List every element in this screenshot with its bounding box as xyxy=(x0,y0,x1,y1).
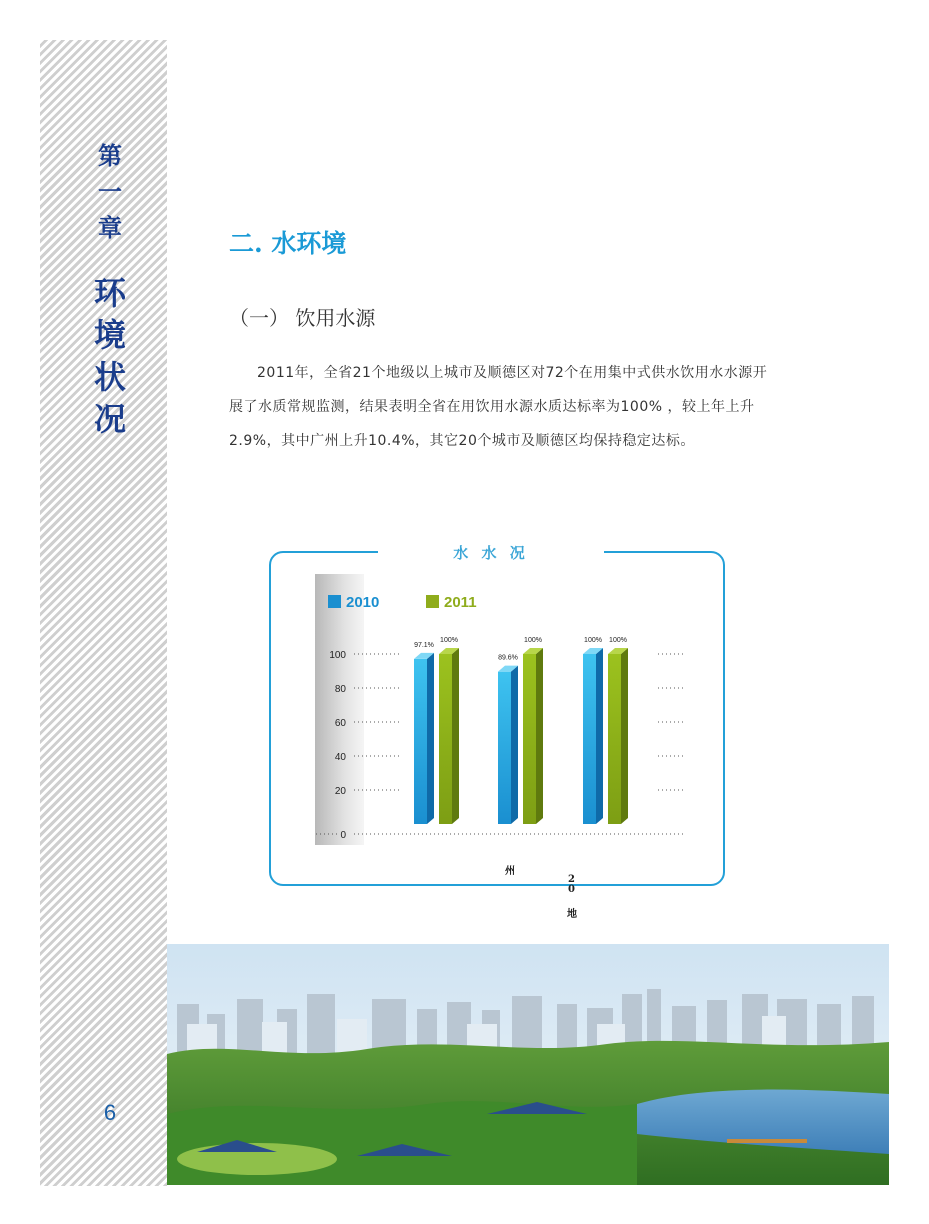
data-label-2010-1: 97.1% xyxy=(414,641,434,649)
legend-swatch-2010 xyxy=(328,595,341,608)
category-label-2: 2 xyxy=(568,874,575,885)
bar-2011-1 xyxy=(439,654,452,824)
bar-side-2010-2 xyxy=(511,666,518,824)
bar-side-2010-3 xyxy=(596,648,603,824)
chapter-number: 第一章 xyxy=(98,141,122,242)
section-heading: 二. 水环境 xyxy=(229,229,347,258)
body-paragraph: 2011年，全省21个地级以上城市及顺德区对72个在用集中式供水饮用水水源开展了水质常规监测，结果表明全省在用饮用水源水质达标率为100% ，较上年上升2.9%，其中广州上升10.4%，其它20个城市及顺德区均保持稳定达标。 xyxy=(229,365,768,449)
chapter-title: 环境状况 xyxy=(93,274,126,438)
page-number: 6 xyxy=(103,1100,117,1125)
bar-side-2011-3 xyxy=(621,648,628,824)
data-label-2010-2: 89.6% xyxy=(498,654,518,662)
axis-panel xyxy=(315,574,364,845)
data-label-2011-1: 100% xyxy=(440,637,458,644)
bar-side-2011-2 xyxy=(536,648,543,824)
legend xyxy=(328,594,477,611)
y-tick-label: 20 xyxy=(334,786,346,797)
bar-2010-3 xyxy=(583,654,596,824)
bar-side-2010-1 xyxy=(427,653,434,824)
data-label-2011-3: 100% xyxy=(609,637,627,644)
legend-swatch-2011 xyxy=(426,595,439,608)
category-label-3: 0 xyxy=(568,884,575,895)
legend-label-2010: 2010 xyxy=(346,594,380,611)
y-tick-label: 40 xyxy=(334,752,346,763)
bar-side-2011-1 xyxy=(452,648,459,824)
data-label-2010-3: 100% xyxy=(584,637,602,644)
data-label-2011-2: 100% xyxy=(524,637,542,644)
y-tick-label: 0 xyxy=(340,830,346,841)
bar-2010-2 xyxy=(498,672,511,824)
sub-heading: （一） 饮用水源 xyxy=(229,306,376,330)
category-label-4: 地 xyxy=(567,909,577,920)
y-tick-label: 100 xyxy=(329,650,346,661)
bar-2010-1 xyxy=(414,659,427,824)
bar-2011-2 xyxy=(523,654,536,824)
y-tick-label: 60 xyxy=(334,718,346,729)
legend-label-2011: 2011 xyxy=(444,594,477,611)
y-tick-label: 80 xyxy=(334,684,346,695)
bar-2011-3 xyxy=(608,654,621,824)
city-landscape-photo xyxy=(167,944,889,1185)
chart-title: 水 水 况 xyxy=(378,540,604,566)
category-label-1: 州 xyxy=(505,866,515,877)
